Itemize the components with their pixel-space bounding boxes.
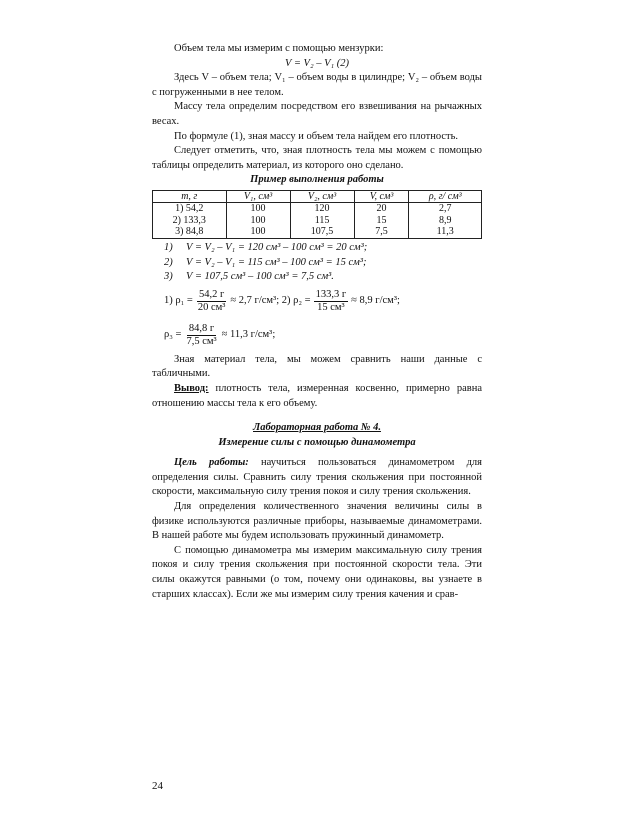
density-formula-1-2 [164, 285, 482, 319]
results-table [152, 190, 482, 239]
intro-p2: Здесь V – объем тела; V₁ – объем воды в цилиндре; V₂ – объем воды с погруженными в нее телом. [152, 72, 482, 98]
table-cell: 115 [290, 215, 354, 227]
lab4-subtitle: Измерение силы с помощью динамометра [218, 436, 416, 448]
header-mass: m, г [153, 190, 227, 203]
table-cell: 20 [354, 203, 409, 215]
intro-p5: Следует отметить, что, зная плотность тела мы можем с помощью таблицы определить материал, из которого оно сделано. [152, 145, 482, 171]
rho2-numerator: 133,3 г [315, 289, 347, 301]
calc-item [164, 270, 482, 285]
table-cell: 8,9 [409, 215, 482, 227]
density-formula-3 [164, 319, 482, 353]
rho1-numerator: 54,2 г [198, 289, 225, 301]
table-cell: 7,5 [354, 226, 409, 238]
rho3-fraction [184, 323, 218, 348]
conclusion-label: Вывод: [174, 382, 209, 394]
header-rho: ρ, г/ см³ [409, 190, 482, 203]
conclusion-text: плотность тела, измеренная косвенно, примерно равна отношению массы тела к его объему. [152, 382, 482, 409]
page-content [152, 42, 482, 602]
table-cell: 1) 54,2 [153, 203, 227, 215]
table-cell: 11,3 [409, 226, 482, 238]
page-number: 24 [152, 780, 163, 792]
table-row [153, 215, 482, 227]
table-cell: 120 [290, 203, 354, 215]
rho1-denominator: 20 см³ [197, 302, 226, 314]
rho2-fraction [314, 289, 349, 314]
calc-number: 1) [164, 241, 173, 253]
calc-text: V = V₂ – V₁ = 120 см³ – 100 см³ = 20 см³; [186, 241, 368, 253]
rho2-result: ≈ 8,9 г/см³; [351, 295, 400, 307]
rho3-denominator: 7,5 см³ [186, 336, 217, 348]
rho3-result: ≈ 11,3 г/см³; [221, 329, 276, 341]
intro-p3: Массу тела определим посредством его взвешивания на рычажных весах. [152, 101, 482, 127]
formula-2: V = V₂ – V₁ (2) [284, 57, 350, 69]
table-cell: 2) 133,3 [153, 215, 227, 227]
rho1-label: 1) ρ₁ = [164, 295, 193, 307]
intro-p1: Объем тела мы измерим с помощью мензурки: [174, 43, 384, 54]
table-cell: 2,7 [409, 203, 482, 215]
rho3-label: ρ₃ = [164, 329, 182, 341]
table-cell: 100 [226, 203, 290, 215]
goal-label: Цель работы: [174, 457, 249, 469]
rho2-denominator: 15 см³ [317, 302, 345, 314]
calc-number: 3) [164, 271, 173, 283]
calc-text: V = V₂ – V₁ = 115 см³ – 100 см³ = 15 см³; [186, 256, 367, 268]
conclusion-p1: Зная материал тела, мы можем сравнить наши данные с табличными. [152, 353, 482, 380]
table-header-row [153, 190, 482, 203]
calc-text: V = 107,5 см³ – 100 см³ = 7,5 см³. [186, 271, 334, 283]
calc-number: 2) [164, 256, 173, 268]
header-v1: V₁, см³ [226, 190, 290, 203]
table-cell: 15 [354, 215, 409, 227]
lab4-title: Лабораторная работа № 4. [253, 422, 381, 434]
rho3-numerator: 84,8 г [188, 323, 215, 335]
header-v: V, см³ [354, 190, 409, 203]
conclusion-p2 [152, 382, 482, 411]
header-v2: V₂, см³ [290, 190, 354, 203]
lab4-p2: Для определения количественного значения величины силы в физике используются различные приборы, называемые динамометрами. В нашей работе мы будем использовать пружинный динамометр. [152, 501, 482, 542]
table-cell: 100 [226, 226, 290, 238]
calc-item [164, 241, 482, 256]
table-row [153, 203, 482, 215]
example-title: Пример выполнения работы [250, 174, 384, 186]
intro-p4: По формуле (1), зная массу и объем тела найдем его плотность. [174, 130, 459, 142]
calc-item [164, 256, 482, 271]
lab4-p3: С помощью динамометра мы измерим максимальную силу трения покоя и силу трения скольжения при постоянной скорости тела. Эти силы окажутся равными (о том, почему они одинаковы, вы узнаете в старших классах). Если же мы измерим силу трения качения и срав- [152, 544, 482, 600]
table-cell: 100 [226, 215, 290, 227]
table-cell: 3) 84,8 [153, 226, 227, 238]
table-row [153, 226, 482, 238]
rho1-fraction [196, 289, 228, 314]
rho1-result: ≈ 2,7 г/см³; 2) ρ₂ = [230, 295, 311, 307]
lab4-goal [152, 456, 482, 500]
table-cell: 107,5 [290, 226, 354, 238]
goal-text: научиться пользоваться динамометром для определения силы. Сравнить силу трения скольжения при постоянной скорости, максимальную силу трения покоя и силу трения скольжения. [152, 457, 482, 498]
